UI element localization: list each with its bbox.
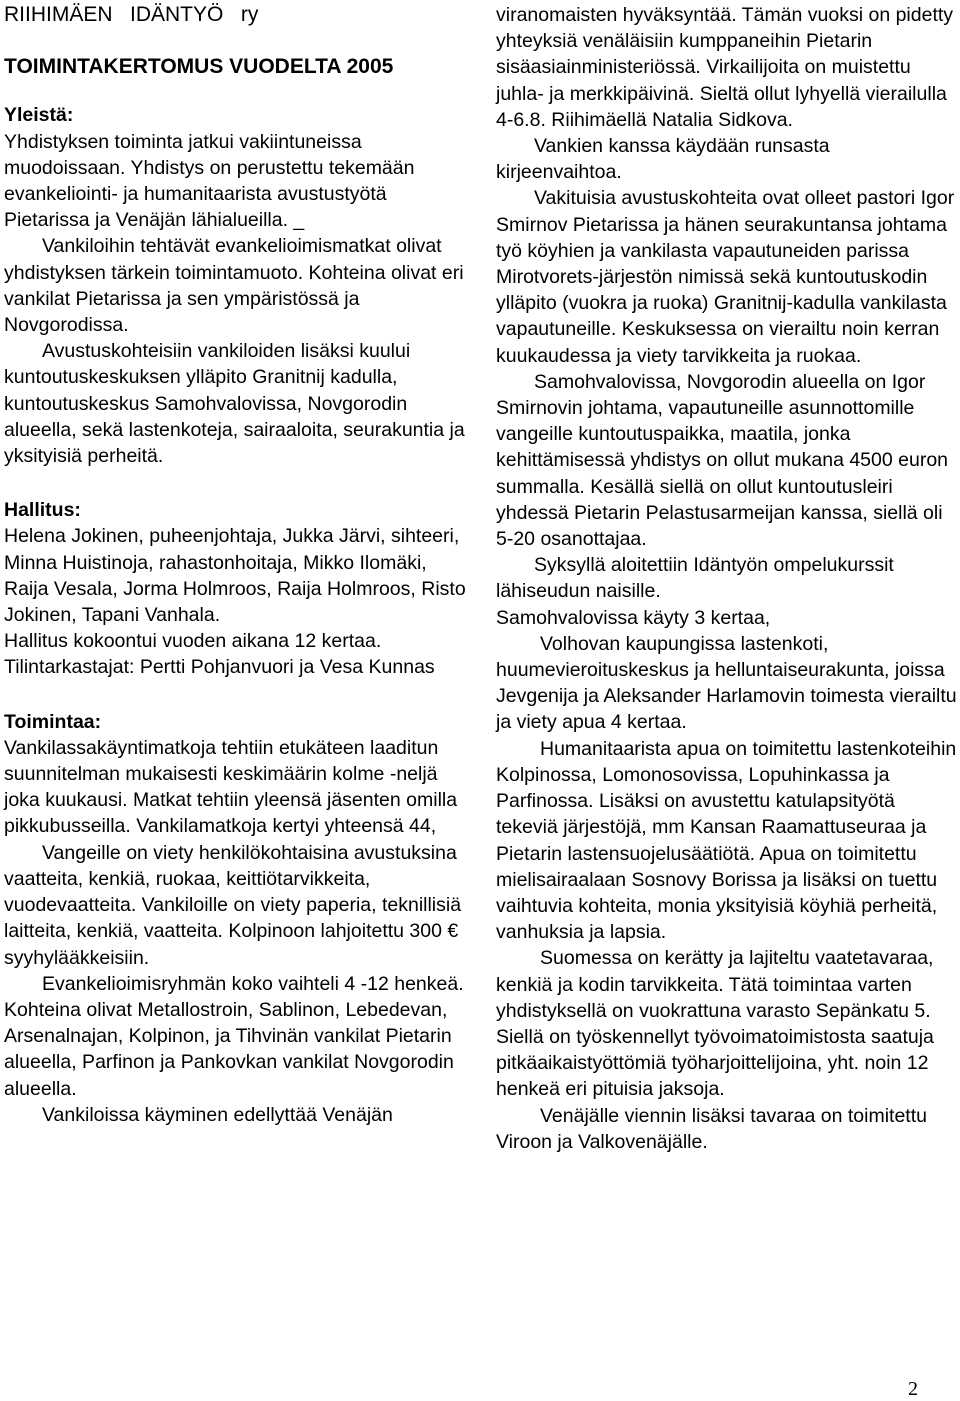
activities-paragraph-6: Vakituisia avustuskohteita ovat olleet pastori Igor Smirnov Pietarissa ja hänen seurakuntansa johtama työ köyhien ja vankilasta vapautuneiden parissa Mirotvorets-järjestön nimissä sekä kuntoutuskodin ylläpito (vuokra ja ruoka) Granitnij-kadulla vankilasta vapautuneille. Keskuksessa on vierailtu noin kerran kuukaudessa ja viety tarvikkeita ja ruokaa.	[496, 187, 955, 367]
section-heading-board: Hallitus:	[4, 499, 81, 522]
page-number: 2	[908, 1378, 918, 1400]
organization-name: RIIHIMÄEN IDÄNTYÖ ry	[4, 3, 259, 26]
left-column	[4, 2, 474, 1128]
activities-paragraph-1: Vankilassakäyntimatkoja tehtiin etukäteen laaditun suunnitelman mukaisesti keskimäärin kolme -neljä joka kuukausi. Matkat tehtiin yleensä jäsenten omilla pikkubusseilla. Vankilamatkoja kertyi yhteensä 44,	[4, 736, 458, 838]
activities-paragraph-12: Suomessa on kerätty ja lajiteltu vaatetavaraa, kenkiä ja kodin tarvikkeita. Tätä toimintaa varten yhdistyksellä on vuokrattuna varasto Sepänkatu 5. Siellä on työskennellyt työvoimatoimistosta saatuja pitkäaikaistyöttömiä työharjoittelijoina, yht. noin 12 henkeä eri pituisia jaksoja.	[496, 947, 934, 1101]
activities-paragraph-3: Evankelioimisryhmän koko vaihteli 4 -12 henkeä. Kohteina olivat Metallostroin, Sablinon, Lebedevan, Arsenalnajan, Kolpinon, ja Tihvinän vankilat Pietarin alueella, Parfinon ja Pankovkan vankilat Novgorodin alueella.	[4, 972, 464, 1100]
board-meetings: Hallitus kokoontui vuoden aikana 12 kertaa.	[4, 630, 382, 653]
activities-paragraph-5: Vankien kanssa käydään runsasta kirjeenvaihtoa.	[496, 135, 830, 184]
activities-paragraph-4-end: viranomaisten hyväksyntää. Tämän vuoksi on pidetty yhteyksiä venäläisiin kumppaneihin Pietarin sisäasiainministeriössä. Virkailijoita on muistettu juhla- ja merkkipäivinä. Sieltä ollut lyhyellä vierailulla 4-6.8. Riihimäellä Natalia Sidkova.	[496, 4, 954, 131]
right-column	[496, 2, 960, 1155]
activities-paragraph-9: Samohvalovissa käyty 3 kertaa,	[496, 606, 771, 629]
general-paragraph-2: Vankiloihin tehtävät evankelioimismatkat olivat yhdistyksen tärkein toimintamuoto. Kohteina olivat eri vankilat Pietarissa ja sen ympäristössä ja Novgorodissa.	[4, 235, 464, 337]
activities-paragraph-10: Volhovan kaupungissa lastenkoti, huumevieroituskeskus ja helluntaiseurakunta, joissa Jevgenija ja Aleksander Harlamovin toimesta vierailtu ja viety apua 4 kertaa.	[496, 632, 957, 734]
activities-paragraph-13: Venäjälle viennin lisäksi tavaraa on toimitettu Viroon ja Valkovenäjälle.	[496, 1104, 927, 1153]
auditors: Tilintarkastajat: Pertti Pohjanvuori ja Vesa Kunnas	[4, 656, 435, 679]
board-members: Helena Jokinen, puheenjohtaja, Jukka Järvi, sihteeri, Minna Huistinoja, rahastonhoitaja, Mikko Ilomäki, Raija Vesala, Jorma Holmroos, Raija Holmroos, Risto Jokinen, Tapani Vanhala.	[4, 525, 466, 627]
general-paragraph-1: Yhdistyksen toiminta jatkui vakiintuneissa muodoissaan. Yhdistys on perustettu tekemään evankeliointi- ja humanitaarista avustustyötä Pietarissa ja Venäjän lähialueilla. _	[4, 130, 415, 232]
activities-paragraph-2: Vangeille on viety henkilökohtaisina avustuksina vaatteita, kenkiä, ruokaa, keittiötarvikkeita, vuodevaatteita. Vankiloille on viety paperia, teknillisiä laitteita, kenkiä, vaatteita. Kolpinoon lahjoitettu 300 € syyhylääkkeisiin.	[4, 841, 462, 969]
activities-paragraph-7: Samohvalovissa, Novgorodin alueella on Igor Smirnovin johtama, vapautuneille asunnottomille vangeille kuntoutuspaikka, maatila, jonka kehittämisessä yhdistys on ollut mukana 4500 euron summalla. Kesällä siellä on ollut kuntoutusleiri yhdessä Pietarin Pelastusarmeijan kanssa, siellä oli 5-20 osanottajaa.	[496, 370, 949, 551]
activities-paragraph-8: Syksyllä aloitettiin Idäntyön ompelukurssit lähiseudun naisille.	[496, 554, 894, 603]
section-heading-activities: Toimintaa:	[4, 710, 102, 733]
report-title: TOIMINTAKERTOMUS VUODELTA 2005	[4, 55, 394, 79]
general-paragraph-3: Avustuskohteisiin vankiloiden lisäksi kuului kuntoutuskeskuksen ylläpito Granitnij kadulla, kuntoutuskeskus Samohvalovissa, Novgorodin alueella, sekä lastenkoteja, sairaaloita, seurakuntia ja yksityisiä perheitä.	[4, 340, 465, 468]
activities-paragraph-4-start: Vankiloissa käyminen edellyttää Venäjän	[42, 1103, 393, 1126]
activities-paragraph-11: Humanitaarista apua on toimitettu lastenkoteihin Kolpinossa, Lomonosovissa, Lopuhinkassa ja Parfinossa. Lisäksi on avustettu katulapsityötä tekeviä järjestöjä, mm Kansan Raamattuseuraa ja Pietarin lastensuojelusäätiötä. Apua on toimitettu mielisairaalaan Sosnovy Borissa ja lisäksi on tuettu vaihtuvia kohteita, monia yksityisiä köyhiä perheitä, vanhuksia ja lapsia.	[496, 737, 957, 944]
section-heading-general: Yleistä:	[4, 104, 74, 127]
